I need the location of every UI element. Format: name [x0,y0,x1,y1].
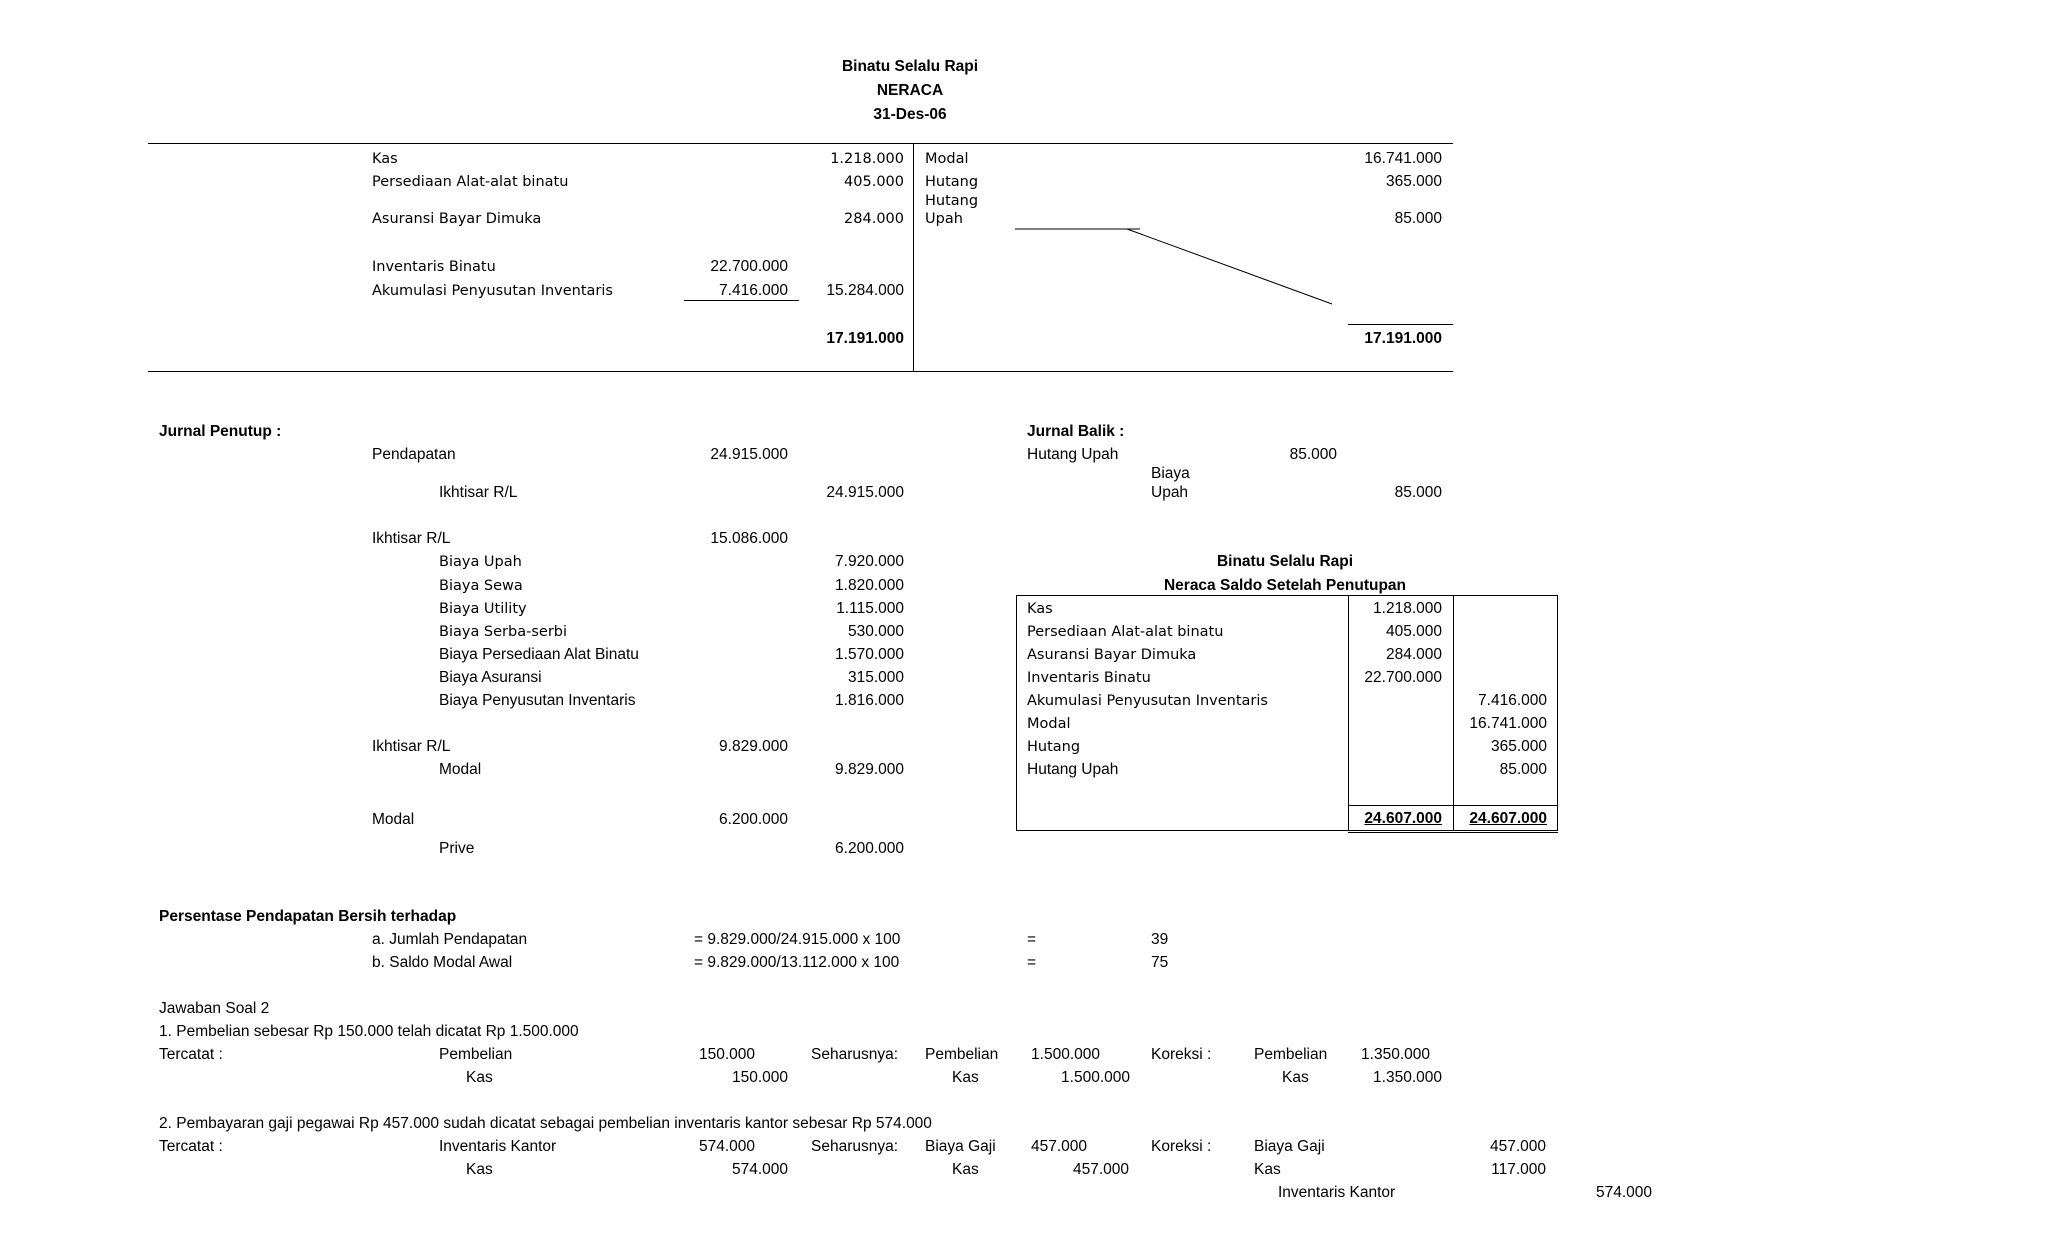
debit-label: Pembelian [925,1046,999,1063]
debit-column-rule [1348,595,1349,831]
pasiva-label: Modal [925,151,969,167]
pasiva-amount: 365.000 [1385,173,1442,190]
credit-label: Biaya Penyusutan Inventaris [439,692,636,709]
table-row-label: Persediaan Alat-alat binatu [1027,624,1224,640]
akumulasi-label: Akumulasi Penyusutan Inventaris [372,283,613,299]
jawaban-title: Jawaban Soal 2 [159,1000,270,1017]
debit-amount: 24.915.000 [710,446,788,463]
persentase-formula: = 9.829.000/13.112.000 x 100 [694,954,900,971]
aktiva-amount: 1.218.000 [830,151,904,167]
credit-amount: 315.000 [847,669,904,686]
aktiva-amount: 284.000 [844,211,904,227]
credit-label: Biaya Serba-serbi [439,624,568,640]
credit-label: Kas [466,1069,493,1086]
credit-amount: 7.920.000 [835,553,904,570]
credit-column-rule [1453,595,1454,831]
credit-label: Ikhtisar R/L [439,484,518,501]
credit-amount: 1.500.000 [1061,1069,1130,1086]
neraca-date: 31-Des-06 [873,106,947,123]
neraca-divider [913,143,914,371]
debit-amount: 1.350.000 [1361,1046,1430,1063]
table-row-credit: 7.416.000 [1478,692,1547,709]
credit-label: Modal [439,761,482,778]
credit-amount: 574.000 [731,1161,788,1178]
closing-line [1010,226,1340,306]
pasiva-label: Upah [925,211,963,227]
debit-amount: 85.000 [1289,446,1337,463]
credit-label: Inventaris Kantor [1278,1184,1396,1201]
debit-label: Pendapatan [372,446,456,463]
tercatat-label: Tercatat : [159,1046,223,1063]
credit-amount: 24.915.000 [826,484,904,501]
pasiva-label: Hutang [925,174,979,190]
table-row-debit: 22.700.000 [1364,669,1442,686]
jurnal-balik-title: Jurnal Balik : [1027,423,1125,440]
table-row-label: Inventaris Binatu [1027,670,1151,686]
question-text: 2. Pembayaran gaji pegawai Rp 457.000 sudah dicatat sebagai pembelian inventaris kantor sebesar Rp 574.000 [159,1115,932,1132]
credit-label: Kas [1282,1069,1309,1086]
koreksi-label: Koreksi : [1151,1046,1212,1063]
debit-amount: 150.000 [698,1046,755,1063]
debit-amount: 574.000 [698,1138,755,1155]
credit-amount: 457.000 [1072,1161,1129,1178]
credit-amount: 9.829.000 [835,761,904,778]
tercatat-label: Tercatat : [159,1138,223,1155]
credit-amount: 530.000 [847,623,904,640]
debit-label: Ikhtisar R/L [372,738,451,755]
credit-label: Biaya Sewa [439,578,523,594]
persentase-eq: = [1027,931,1037,948]
table-row-debit: 405.000 [1385,623,1442,640]
total-credit: 24.607.000 [1469,810,1547,827]
credit-amount: 1.350.000 [1373,1069,1442,1086]
aktiva-label: Asuransi Bayar Dimuka [372,211,542,227]
credit-label: Biaya Asuransi [439,669,542,686]
debit-label: Pembelian [439,1046,513,1063]
neraca-top-rule [148,143,1453,144]
total-double-rule [1348,832,1558,833]
aktiva-label: Kas [372,151,398,167]
neraca-saldo-company: Binatu Selalu Rapi [1216,553,1354,570]
akumulasi-net: 15.284.000 [826,282,904,299]
persentase-result: 75 [1151,954,1169,971]
table-row-credit: 16.741.000 [1469,715,1547,732]
debit-label: Biaya Gaji [1254,1138,1325,1155]
neraca-company: Binatu Selalu Rapi [841,58,979,75]
credit-amount: 1.570.000 [835,646,904,663]
credit-label: Kas [1254,1161,1281,1178]
table-row-label: Modal [1027,716,1071,732]
total-top-rule [1348,805,1558,806]
credit-amount: 6.200.000 [835,840,904,857]
akumulasi-underline [684,300,799,301]
aktiva-label: Persediaan Alat-alat binatu [372,174,569,190]
credit-amount: 1.816.000 [835,692,904,709]
persentase-result: 39 [1151,931,1169,948]
persentase-formula: = 9.829.000/24.915.000 x 100 [694,931,901,948]
akumulasi-amount: 7.416.000 [719,282,788,299]
table-row-credit: 85.000 [1499,761,1547,778]
debit-label: Inventaris Kantor [439,1138,557,1155]
table-row-label: Kas [1027,601,1053,617]
debit-label: Pembelian [1254,1046,1328,1063]
table-row-label: Asuransi Bayar Dimuka [1027,647,1197,663]
table-row-label: Akumulasi Penyusutan Inventaris [1027,693,1268,709]
question-text: 1. Pembelian sebesar Rp 150.000 telah dicatat Rp 1.500.000 [159,1023,579,1040]
table-row-label: Hutang Upah [1027,761,1119,778]
debit-label: Hutang Upah [1027,446,1119,463]
credit-label: Upah [1151,484,1189,501]
credit-amount: 574.000 [1595,1184,1652,1201]
total-aktiva: 17.191.000 [826,330,904,347]
credit-label: Kas [952,1161,979,1178]
seharusnya-label: Seharusnya: [811,1046,899,1063]
debit-label: Biaya Gaji [925,1138,996,1155]
debit-amount: 457.000 [1489,1138,1546,1155]
jurnal-penutup-title: Jurnal Penutup : [159,423,282,440]
debit-amount: 9.829.000 [719,738,788,755]
pasiva-amount: 85.000 [1394,210,1442,227]
aktiva-amount: 405.000 [844,174,904,190]
koreksi-label: Koreksi : [1151,1138,1212,1155]
persentase-label: b. Saldo Modal Awal [372,954,513,971]
credit-label: Biaya Upah [439,554,522,570]
credit-label: Kas [952,1069,979,1086]
neraca-saldo-title: Neraca Saldo Setelah Penutupan [1163,577,1407,594]
debit-amount: 6.200.000 [719,811,788,828]
inventaris-amount: 22.700.000 [710,258,788,275]
credit-amount: 1.115.000 [836,600,904,617]
credit-amount: 85.000 [1394,484,1442,501]
pasiva-total-rule [1348,324,1453,325]
table-row-label: Hutang [1027,739,1081,755]
persentase-title: Persentase Pendapatan Bersih terhadap [159,908,457,925]
credit-label: Biaya [1151,465,1190,482]
credit-amount: 150.000 [731,1069,788,1086]
debit-amount: 15.086.000 [710,530,788,547]
inventaris-label: Inventaris Binatu [372,259,496,275]
debit-amount: 1.500.000 [1031,1046,1100,1063]
debit-label: Ikhtisar R/L [372,530,451,547]
credit-label: Prive [439,840,475,857]
table-row-credit: 365.000 [1490,738,1547,755]
total-debit: 24.607.000 [1364,810,1442,827]
persentase-label: a. Jumlah Pendapatan [372,931,528,948]
table-row-debit: 284.000 [1385,646,1442,663]
debit-amount: 457.000 [1030,1138,1087,1155]
credit-amount: 117.000 [1491,1161,1546,1178]
debit-label: Modal [372,811,415,828]
pasiva-label: Hutang [925,193,979,209]
total-pasiva: 17.191.000 [1364,330,1442,347]
table-row-debit: 1.218.000 [1373,600,1442,617]
credit-label: Biaya Utility [439,601,527,617]
persentase-eq: = [1027,954,1037,971]
credit-label: Kas [466,1161,493,1178]
neraca-bottom-rule [148,371,1453,372]
seharusnya-label: Seharusnya: [811,1138,899,1155]
neraca-title: NERACA [876,82,944,99]
credit-amount: 1.820.000 [835,577,904,594]
credit-label: Biaya Persediaan Alat Binatu [439,646,639,663]
pasiva-amount: 16.741.000 [1364,150,1442,167]
